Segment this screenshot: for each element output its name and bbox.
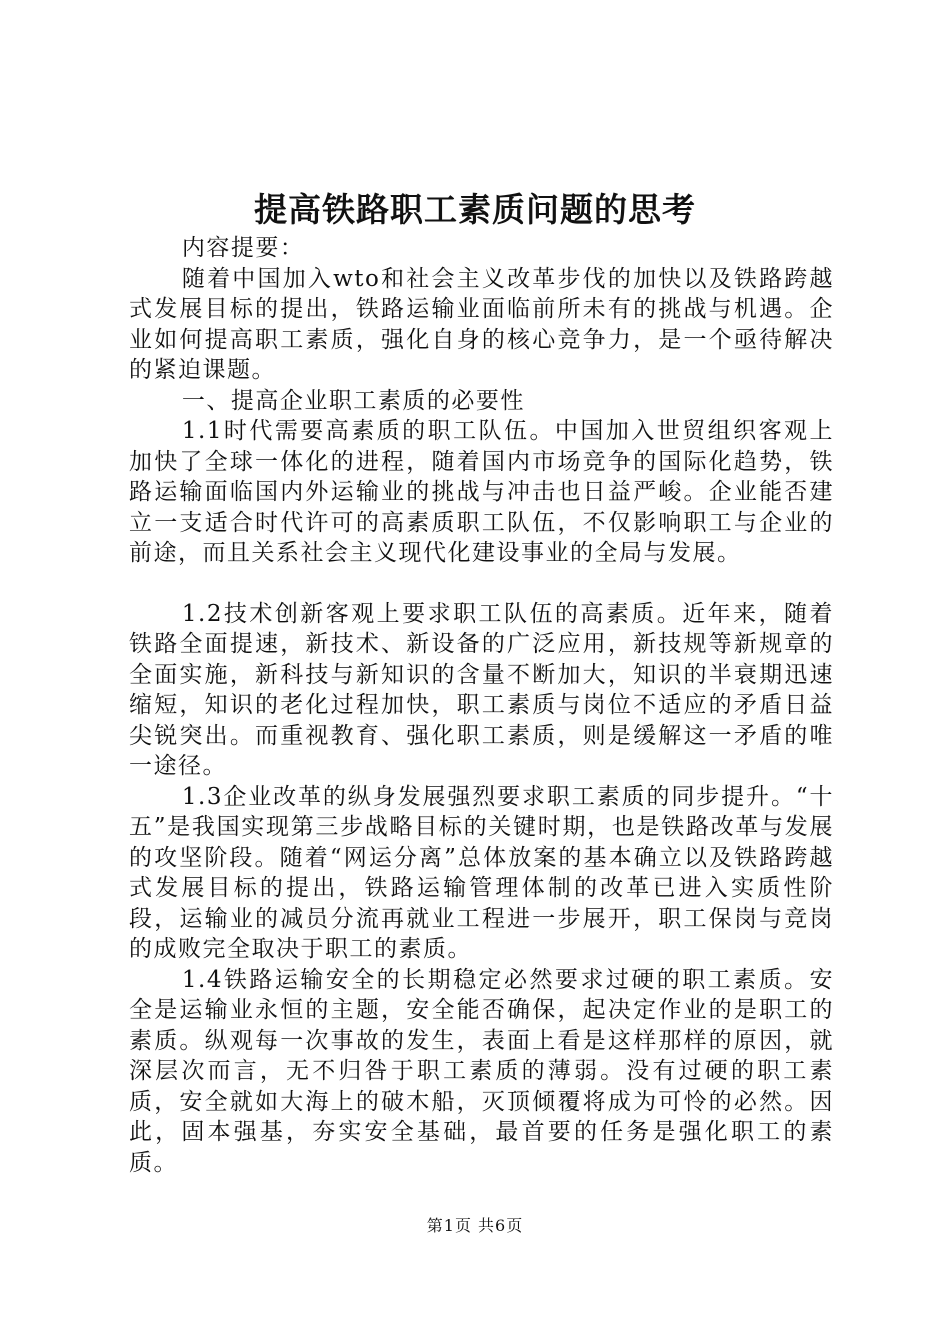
section-heading: 一、提高企业职工素质的必要性 [181, 387, 525, 414]
document-body [129, 233, 834, 1178]
summary-heading: 内容提要： [181, 235, 305, 261]
paragraph-1-4: 1.4铁路运输安全的长期稳定必然要求过硬的职工素质。安全是运输业永恒的主题，安全能否确保，起决定作业的是职工的素质。纵观每一次事故的发生，表面上看是这样那样的原因，就深层次而言，无不归咎于职工素质的薄弱。没有过硬的职工素质，安全就如大海上的破木船，灭顶倾覆将成为可怜的必然。因此，固本强基，夯实安全基础，最首要的任务是强化职工的素质。 [129, 966, 834, 1176]
paragraph-1-2: 1.2技术创新客观上要求职工队伍的高素质。近年来，随着铁路全面提速，新技术、新设备的广泛应用，新技规等新规章的全面实施，新科技与新知识的含量不断加大，知识的半衰期迅速缩短，知识的老化过程加快，职工素质与岗位不适应的矛盾日益尖锐突出。而重视教育、强化职工素质，则是缓解这一矛盾的唯一途径。 [129, 600, 834, 779]
paragraph-1-1: 1.1时代需要高素质的职工队伍。中国加入世贸组织客观上加快了全球一体化的进程，随着国内市场竞争的国际化趋势，铁路运输面临国内外运输业的挑战与冲击也日益严峻。企业能否建立一支适合时代许可的高素质职工队伍，不仅影响职工与企业的前途，而且关系社会主义现代化建设事业的全局与发展。 [129, 418, 834, 566]
paragraph-1-3: 1.3企业改革的纵身发展强烈要求职工素质的同步提升。“十五”是我国实现第三步战略目标的关键时期，也是铁路改革与发展的攻坚阶段。随着“网运分离”总体放案的基本确立以及铁路跨越式发展目标的提出，铁路运输管理体制的改革已进入实质性阶段，运输业的减员分流再就业工程进一步展开，职工保岗与竞岗的成败完全取决于职工的素质。 [129, 783, 834, 962]
document-title: 提高铁路职工素质问题的思考 [254, 190, 696, 229]
summary-paragraph: 随着中国加入wto和社会主义改革步伐的加快以及铁路跨越式发展目标的提出，铁路运输业面临前所未有的挑战与机遇。企业如何提高职工素质，强化自身的核心竞争力，是一个亟待解决的紧迫课题。 [129, 265, 834, 383]
page-footer: 第1页 共6页 [426, 1216, 524, 1235]
